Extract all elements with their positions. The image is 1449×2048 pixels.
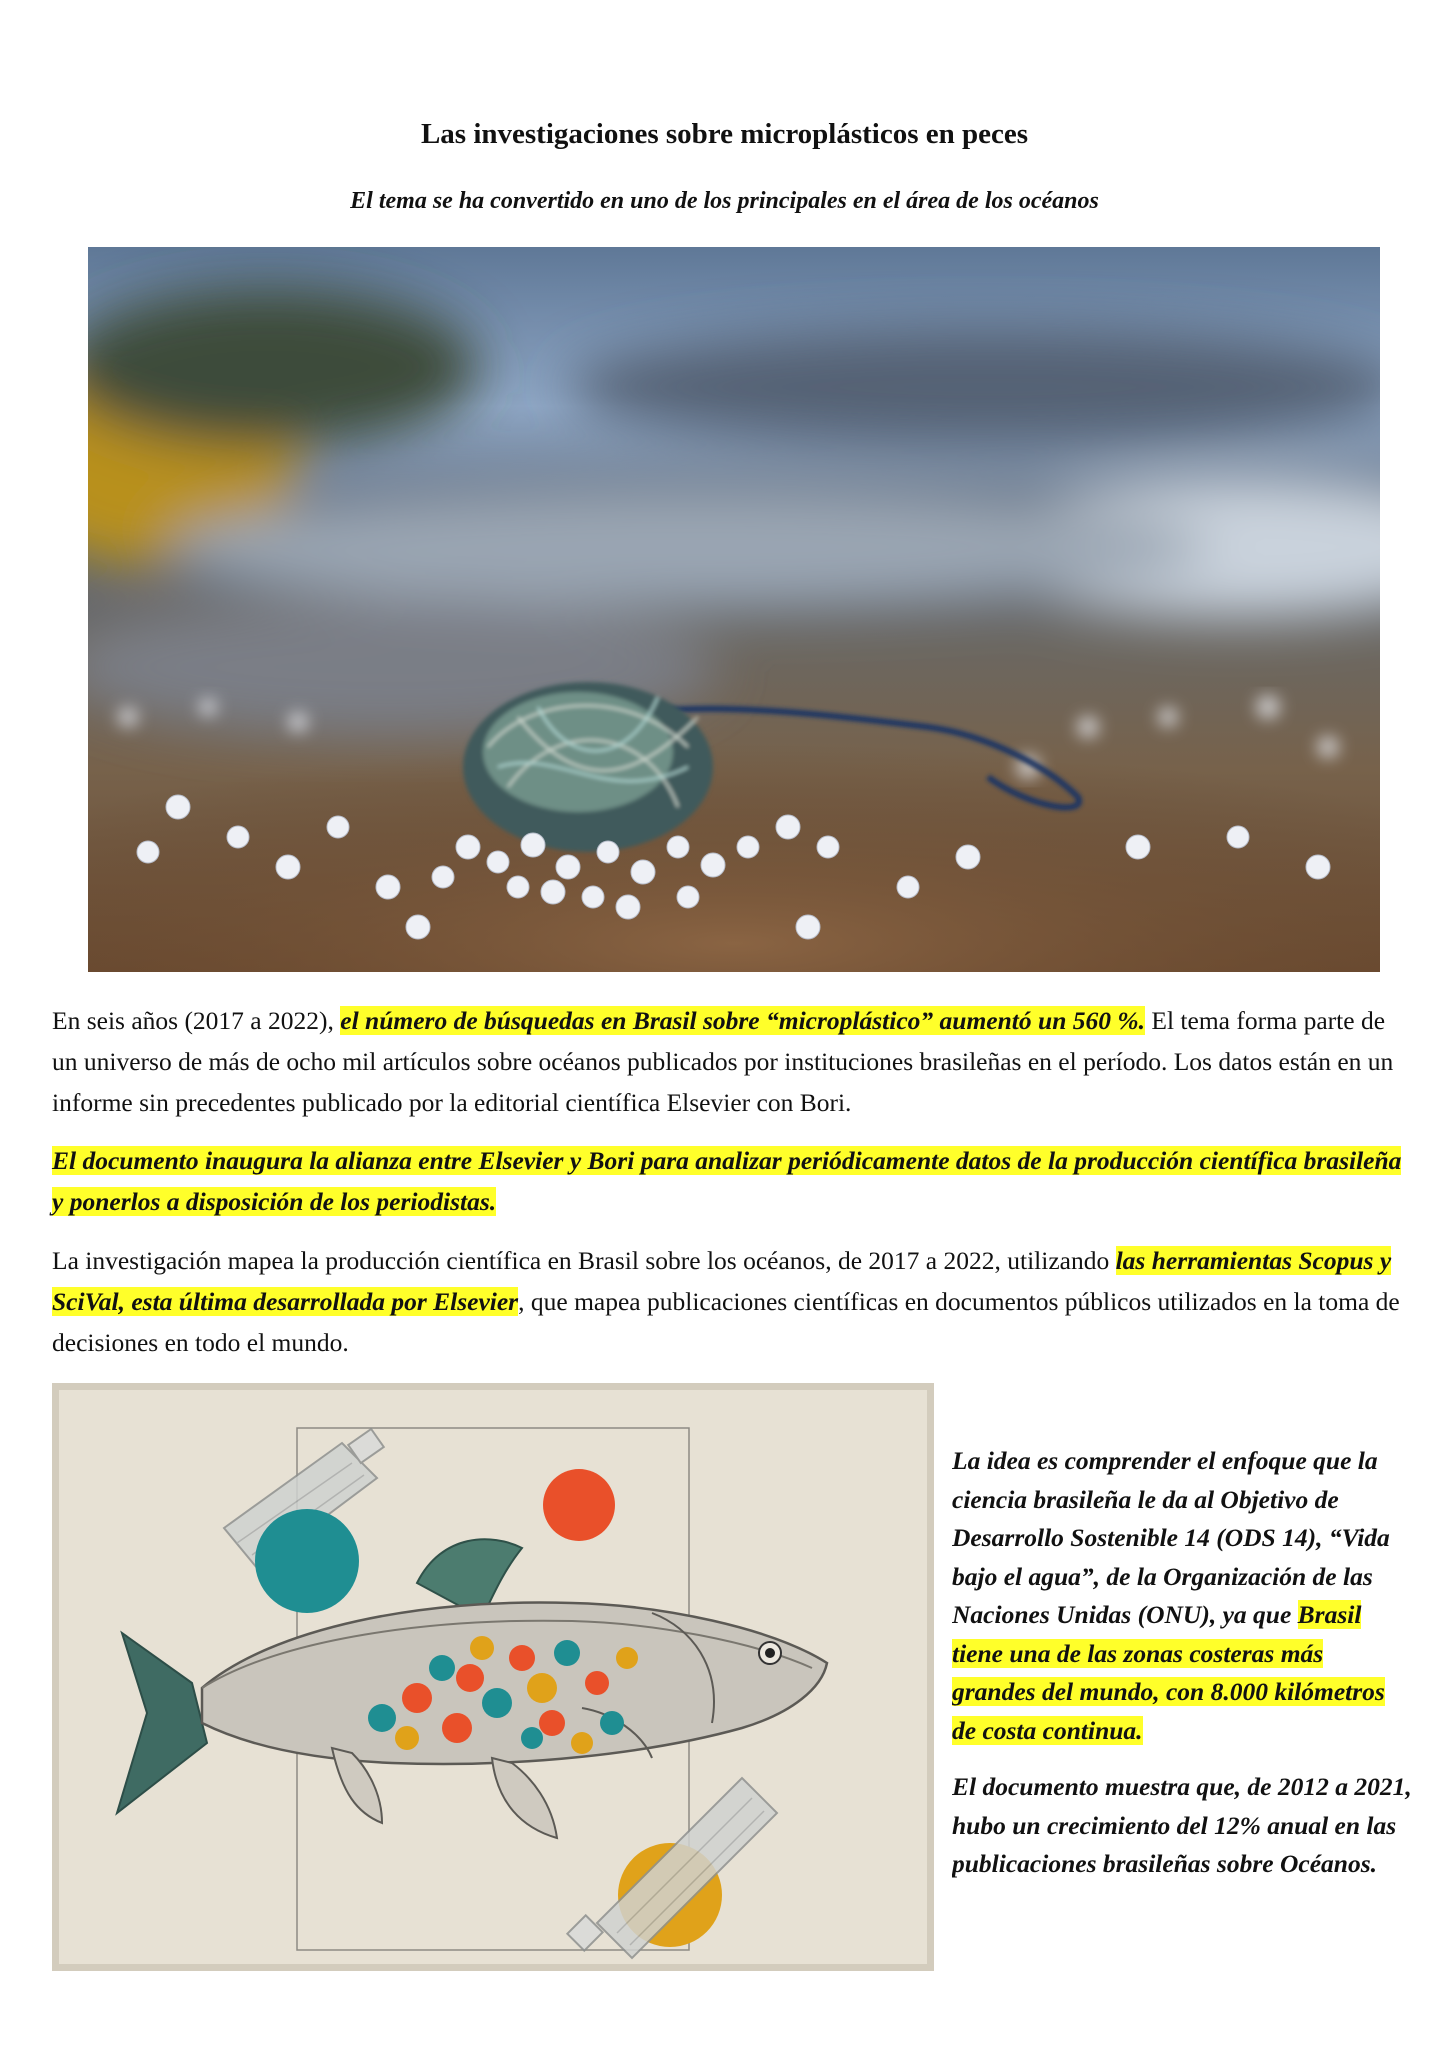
side-paragraph-1-intro: La idea es comprender el enfoque que la ciencia brasileña le da al Objetivo de Desarrollo Sostenible 14 (ODS 14), “Vida bajo el agua”, de la Organización de las Naciones Unidas (ONU), ya que <box>952 1446 1390 1629</box>
paragraph-2-highlight: El documento inaugura la alianza entre Elsevier y Bori para analizar periódicamente datos de la producción científica brasileña y ponerlos a disposición de los periodistas. <box>52 1146 1402 1216</box>
teal-circle <box>255 1509 359 1613</box>
article-title: Las investigaciones sobre microplásticos en peces <box>420 118 1029 150</box>
side-paragraph-2: El documento muestra que, de 2012 a 2021, hubo un crecimiento del 12% anual en las publicaciones brasileñas sobre Océanos. <box>952 1772 1412 1878</box>
paragraph-3-highlight: las herramientas Scopus y SciVal, esta última desarrollada por Elsevier <box>52 1246 1392 1316</box>
paragraph-1-highlight: el número de búsquedas en Brasil sobre “microplástico” aumentó un 560 %. <box>340 1006 1145 1035</box>
paragraph-1-intro: En seis años (2017 a 2022), <box>52 1006 341 1035</box>
paragraph-1-rest: El tema forma parte de un universo de más de ocho mil artículos sobre océanos publicados por instituciones brasileñas en el período. Los datos están en un informe sin precedentes publicado por la editorial científica Elsevier con Bori. <box>52 1006 1394 1117</box>
paragraph-3 <box>52 1240 1412 1363</box>
orange-circle <box>543 1469 615 1541</box>
paragraph-2 <box>52 1140 1412 1222</box>
paragraph-3-rest: , que mapea publicaciones científicas en documentos públicos utilizados en la toma de decisiones en todo el mundo. <box>52 1287 1400 1357</box>
paragraph-3-intro: La investigación mapea la producción científica en Brasil sobre los océanos, de 2017 a 2022, utilizando <box>52 1246 1116 1275</box>
side-paragraph-1 <box>952 1442 1412 1750</box>
side-text-column <box>952 1442 1412 1967</box>
beach-microplastics-photo <box>88 247 1380 972</box>
side-paragraph-1-highlight: Brasil tiene una de las zonas costeras más grandes del mundo, con 8.000 kilómetros de costa continua. <box>952 1600 1385 1745</box>
paragraph-1 <box>52 1000 1412 1123</box>
fish-microplastics-illustration <box>52 1383 934 1971</box>
article-subtitle: El tema se ha convertido en uno de los principales en el área de los océanos <box>350 188 1099 214</box>
